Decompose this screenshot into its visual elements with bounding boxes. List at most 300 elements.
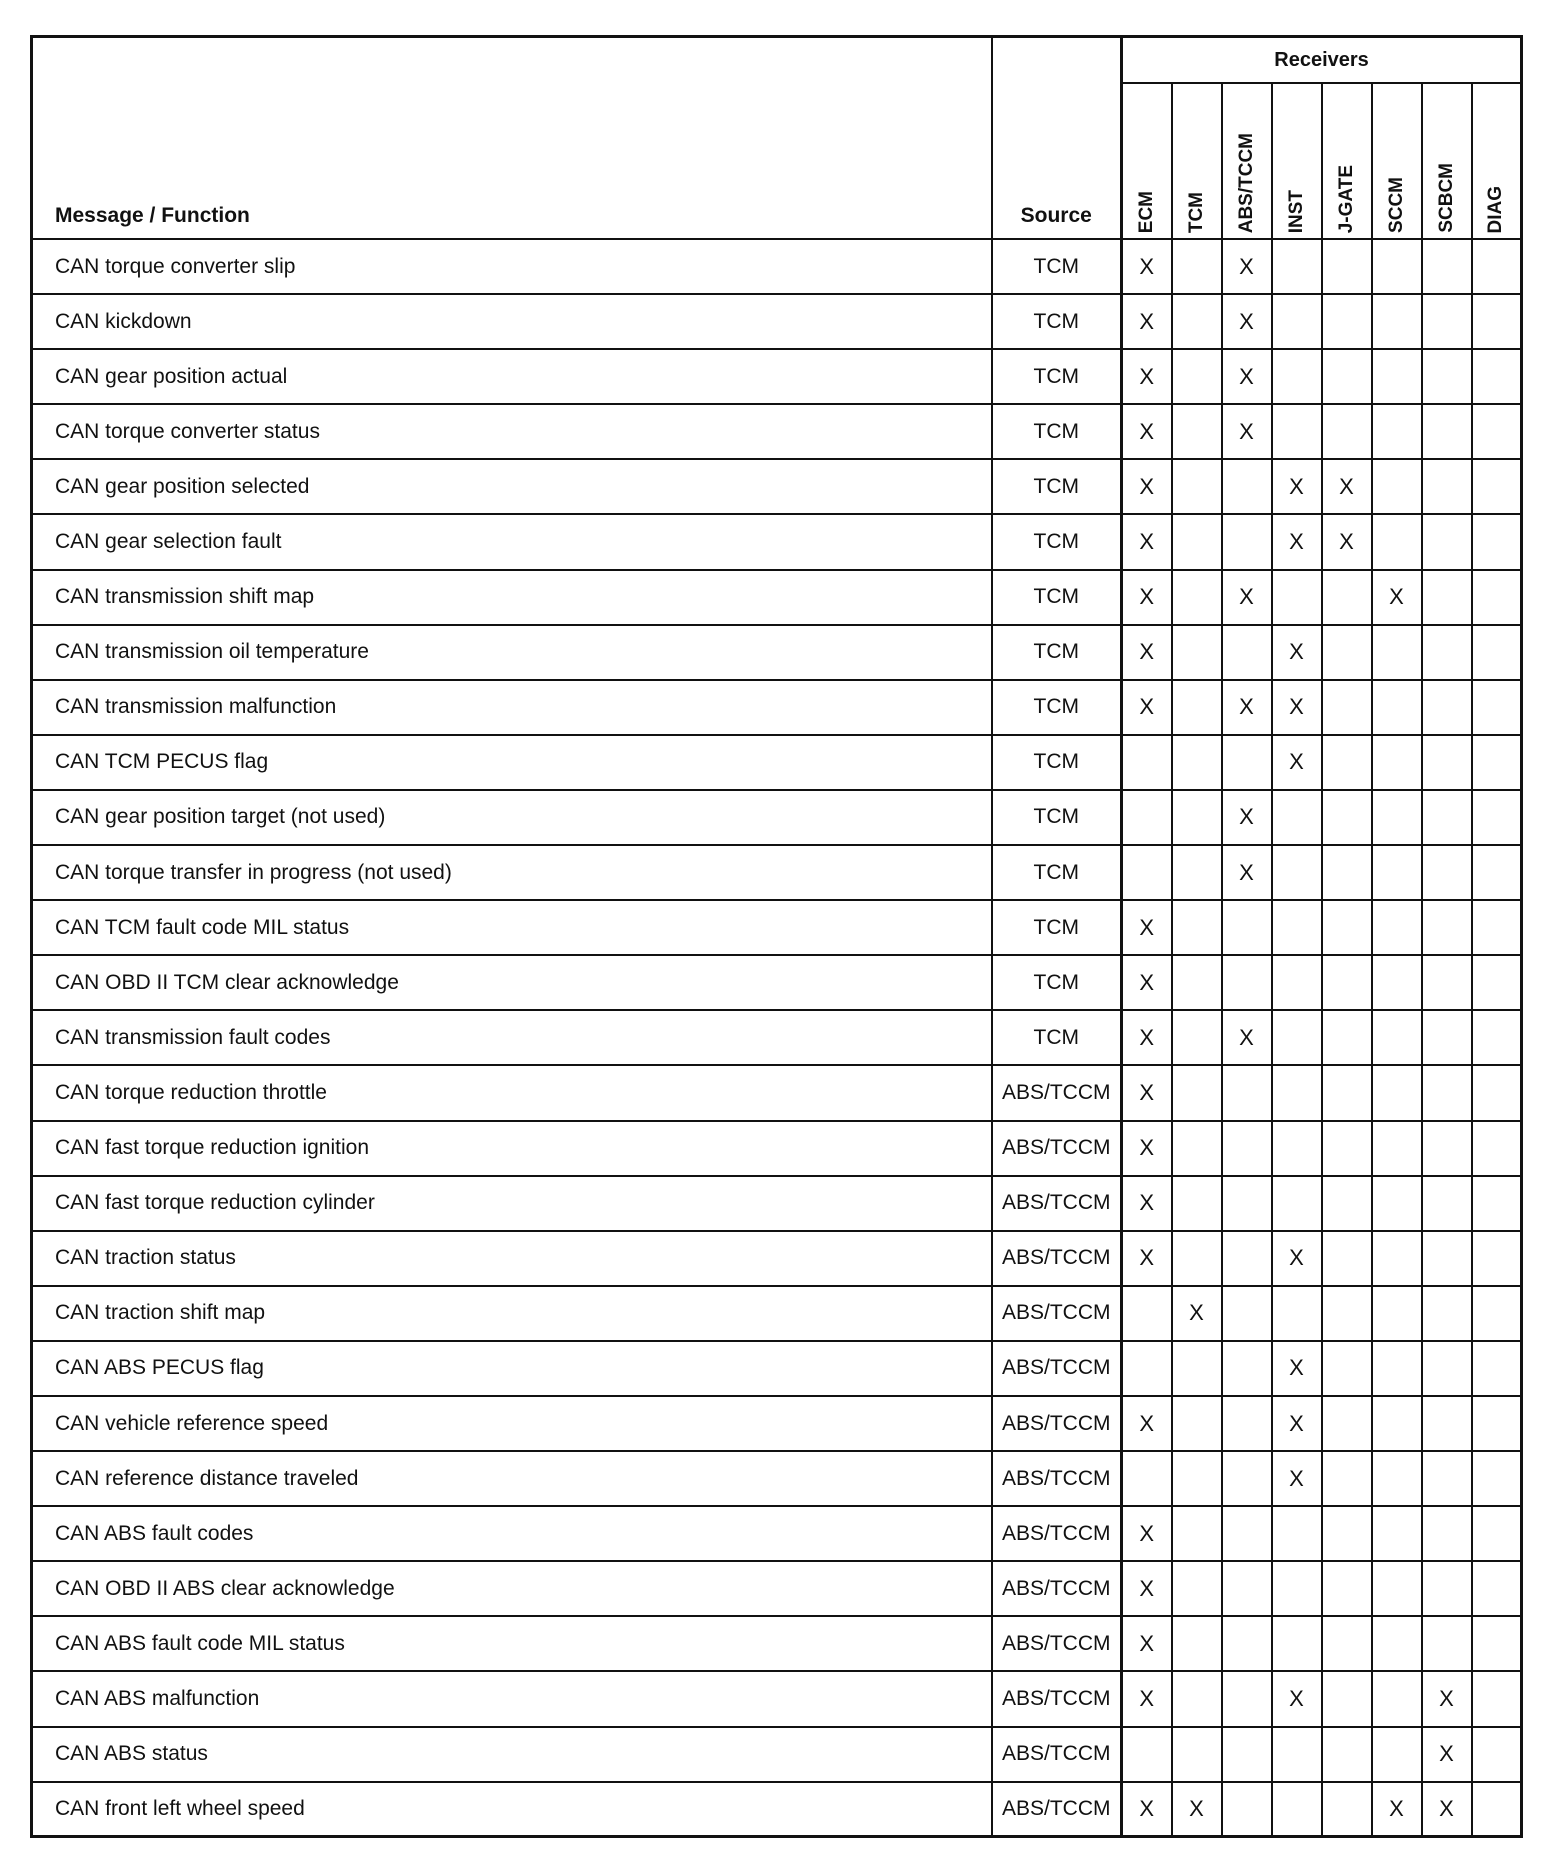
receiver-mark-cell: X xyxy=(1372,570,1422,625)
receiver-mark-cell xyxy=(1422,790,1472,845)
message-function-cell: CAN traction shift map xyxy=(32,1286,992,1341)
receiver-mark-cell: X xyxy=(1122,1782,1172,1837)
receiver-mark-cell xyxy=(1372,1616,1422,1671)
receiver-mark-cell: X xyxy=(1272,459,1322,514)
receiver-mark-cell xyxy=(1222,1451,1272,1506)
receiver-mark-cell xyxy=(1472,459,1522,514)
receiver-mark-cell xyxy=(1272,845,1322,900)
receiver-mark-cell xyxy=(1422,239,1472,294)
receiver-mark-cell xyxy=(1322,735,1372,790)
receiver-mark-cell xyxy=(1222,1671,1272,1726)
receiver-mark-cell xyxy=(1322,1065,1372,1120)
receiver-mark-cell xyxy=(1322,1121,1372,1176)
receiver-mark-cell xyxy=(1472,1616,1522,1671)
receiver-mark-cell: X xyxy=(1122,1616,1172,1671)
receiver-mark-cell xyxy=(1272,1121,1322,1176)
receiver-mark-cell xyxy=(1472,900,1522,955)
receiver-mark-cell: X xyxy=(1122,459,1172,514)
receiver-mark-cell: X xyxy=(1272,680,1322,735)
source-cell: TCM xyxy=(992,680,1122,735)
table-row xyxy=(32,1727,1522,1782)
receiver-mark-cell xyxy=(1372,1286,1422,1341)
receiver-mark-cell: X xyxy=(1222,239,1272,294)
table-row xyxy=(32,1121,1522,1176)
receiver-header-abs-tccm xyxy=(1222,83,1272,239)
table-row xyxy=(32,1176,1522,1231)
receiver-mark-cell xyxy=(1372,790,1422,845)
receiver-mark-cell xyxy=(1122,1341,1172,1396)
can-message-table xyxy=(30,35,1523,1838)
receiver-mark-cell xyxy=(1422,459,1472,514)
receiver-mark-cell xyxy=(1222,900,1272,955)
receiver-mark-cell xyxy=(1172,1616,1222,1671)
receiver-mark-cell xyxy=(1372,514,1422,569)
receiver-mark-cell xyxy=(1422,404,1472,459)
table-row xyxy=(32,514,1522,569)
receiver-mark-cell: X xyxy=(1122,955,1172,1010)
receiver-mark-cell xyxy=(1172,294,1222,349)
table-row xyxy=(32,1616,1522,1671)
message-function-cell: CAN traction status xyxy=(32,1231,992,1286)
receiver-mark-cell xyxy=(1222,1506,1272,1561)
receiver-mark-cell xyxy=(1372,1065,1422,1120)
table-row xyxy=(32,790,1522,845)
receiver-mark-cell xyxy=(1422,955,1472,1010)
receiver-mark-cell xyxy=(1272,1561,1322,1616)
receiver-mark-cell xyxy=(1322,1451,1372,1506)
message-function-cell: CAN ABS malfunction xyxy=(32,1671,992,1726)
receiver-mark-cell xyxy=(1222,459,1272,514)
receiver-mark-cell xyxy=(1172,625,1222,680)
receiver-mark-cell: X xyxy=(1222,404,1272,459)
receiver-mark-cell xyxy=(1322,1782,1372,1837)
receiver-mark-cell: X xyxy=(1272,625,1322,680)
receiver-mark-cell xyxy=(1322,900,1372,955)
receiver-mark-cell: X xyxy=(1122,680,1172,735)
receiver-mark-cell xyxy=(1272,570,1322,625)
receiver-mark-cell xyxy=(1372,1121,1422,1176)
message-function-cell: CAN ABS PECUS flag xyxy=(32,1341,992,1396)
receiver-mark-cell xyxy=(1472,790,1522,845)
receiver-mark-cell xyxy=(1272,1010,1322,1065)
receiver-mark-cell xyxy=(1272,1616,1322,1671)
receiver-mark-cell xyxy=(1322,1286,1372,1341)
receiver-mark-cell xyxy=(1372,1727,1422,1782)
message-function-cell: CAN gear position actual xyxy=(32,349,992,404)
receiver-mark-cell: X xyxy=(1272,1671,1322,1726)
receiver-mark-cell xyxy=(1222,1121,1272,1176)
table-row xyxy=(32,1286,1522,1341)
source-cell: TCM xyxy=(992,239,1122,294)
message-function-cell: CAN gear selection fault xyxy=(32,514,992,569)
receiver-mark-cell xyxy=(1272,239,1322,294)
receiver-mark-cell xyxy=(1372,1231,1422,1286)
receiver-mark-cell xyxy=(1322,404,1372,459)
receiver-mark-cell xyxy=(1272,955,1322,1010)
receiver-mark-cell xyxy=(1472,239,1522,294)
source-cell: TCM xyxy=(992,845,1122,900)
receiver-mark-cell xyxy=(1222,955,1272,1010)
receiver-mark-cell xyxy=(1172,1671,1222,1726)
table-row xyxy=(32,1010,1522,1065)
receiver-mark-cell xyxy=(1272,790,1322,845)
receiver-mark-cell xyxy=(1172,459,1222,514)
receivers-header: Receivers xyxy=(1122,37,1522,84)
receiver-mark-cell xyxy=(1372,625,1422,680)
receiver-header-scbcm xyxy=(1422,83,1472,239)
receiver-mark-cell xyxy=(1472,1231,1522,1286)
table-row xyxy=(32,294,1522,349)
receiver-mark-cell xyxy=(1472,955,1522,1010)
receiver-mark-cell xyxy=(1472,1341,1522,1396)
receiver-mark-cell xyxy=(1372,459,1422,514)
source-cell: ABS/TCCM xyxy=(992,1616,1122,1671)
message-function-cell: CAN transmission shift map xyxy=(32,570,992,625)
receiver-mark-cell: X xyxy=(1372,1782,1422,1837)
receiver-mark-cell xyxy=(1122,1727,1172,1782)
receiver-mark-cell xyxy=(1422,1506,1472,1561)
receiver-mark-cell xyxy=(1322,1396,1372,1451)
receiver-mark-cell xyxy=(1472,349,1522,404)
message-function-cell: CAN kickdown xyxy=(32,294,992,349)
source-cell: TCM xyxy=(992,294,1122,349)
table-row xyxy=(32,404,1522,459)
table-row xyxy=(32,845,1522,900)
receiver-mark-cell xyxy=(1422,625,1472,680)
table-row xyxy=(32,1671,1522,1726)
source-header: Source xyxy=(992,37,1122,240)
receiver-mark-cell xyxy=(1222,1782,1272,1837)
receiver-mark-cell xyxy=(1172,1451,1222,1506)
receiver-mark-cell: X xyxy=(1272,1396,1322,1451)
receiver-mark-cell xyxy=(1222,1176,1272,1231)
receiver-mark-cell: X xyxy=(1272,735,1322,790)
receiver-mark-cell xyxy=(1422,1286,1472,1341)
receiver-mark-cell xyxy=(1322,1506,1372,1561)
table-row xyxy=(32,735,1522,790)
receiver-mark-cell: X xyxy=(1122,1671,1172,1726)
receiver-mark-cell xyxy=(1322,1671,1372,1726)
receiver-mark-cell: X xyxy=(1122,404,1172,459)
source-cell: ABS/TCCM xyxy=(992,1671,1122,1726)
source-cell: ABS/TCCM xyxy=(992,1286,1122,1341)
receiver-mark-cell xyxy=(1372,349,1422,404)
receiver-mark-cell xyxy=(1322,1616,1372,1671)
receiver-mark-cell xyxy=(1372,1671,1422,1726)
receiver-mark-cell: X xyxy=(1172,1286,1222,1341)
receiver-mark-cell: X xyxy=(1122,239,1172,294)
receiver-label: DIAG xyxy=(1485,185,1507,233)
receiver-mark-cell xyxy=(1372,1561,1422,1616)
message-function-cell: CAN ABS status xyxy=(32,1727,992,1782)
source-cell: ABS/TCCM xyxy=(992,1506,1122,1561)
receiver-mark-cell: X xyxy=(1122,1121,1172,1176)
table-row xyxy=(32,1396,1522,1451)
receiver-mark-cell xyxy=(1422,1341,1472,1396)
receiver-mark-cell xyxy=(1322,1727,1372,1782)
receiver-mark-cell: X xyxy=(1122,349,1172,404)
receiver-mark-cell xyxy=(1422,1616,1472,1671)
receiver-mark-cell xyxy=(1272,404,1322,459)
receiver-mark-cell xyxy=(1472,1121,1522,1176)
receiver-mark-cell xyxy=(1372,900,1422,955)
receiver-mark-cell: X xyxy=(1222,680,1272,735)
receiver-mark-cell xyxy=(1172,1010,1222,1065)
table-row xyxy=(32,349,1522,404)
receiver-mark-cell xyxy=(1422,1176,1472,1231)
receiver-header-diag xyxy=(1472,83,1522,239)
receiver-mark-cell xyxy=(1122,1451,1172,1506)
receiver-mark-cell: X xyxy=(1272,1451,1322,1506)
message-function-cell: CAN front left wheel speed xyxy=(32,1782,992,1837)
receiver-mark-cell: X xyxy=(1122,294,1172,349)
receiver-mark-cell xyxy=(1222,1286,1272,1341)
receiver-mark-cell: X xyxy=(1172,1782,1222,1837)
source-cell: TCM xyxy=(992,404,1122,459)
receiver-mark-cell xyxy=(1322,790,1372,845)
receiver-mark-cell xyxy=(1372,294,1422,349)
receiver-mark-cell xyxy=(1422,680,1472,735)
can-message-table-sheet xyxy=(30,35,1520,1847)
table-row xyxy=(32,900,1522,955)
message-function-cell: CAN transmission oil temperature xyxy=(32,625,992,680)
receiver-mark-cell xyxy=(1472,1506,1522,1561)
source-cell: ABS/TCCM xyxy=(992,1396,1122,1451)
receiver-mark-cell xyxy=(1172,1396,1222,1451)
receiver-mark-cell xyxy=(1472,1671,1522,1726)
receiver-mark-cell xyxy=(1422,900,1472,955)
receiver-mark-cell xyxy=(1372,1506,1422,1561)
receiver-mark-cell: X xyxy=(1222,294,1272,349)
source-cell: TCM xyxy=(992,955,1122,1010)
source-cell: TCM xyxy=(992,900,1122,955)
source-cell: TCM xyxy=(992,459,1122,514)
receiver-mark-cell xyxy=(1172,790,1222,845)
receiver-mark-cell xyxy=(1472,680,1522,735)
receiver-mark-cell xyxy=(1222,1561,1272,1616)
receiver-mark-cell xyxy=(1172,1231,1222,1286)
receiver-mark-cell xyxy=(1472,1176,1522,1231)
receiver-mark-cell xyxy=(1372,955,1422,1010)
source-cell: TCM xyxy=(992,570,1122,625)
receiver-label: J-GATE xyxy=(1335,164,1357,233)
receiver-mark-cell xyxy=(1372,1176,1422,1231)
receiver-mark-cell xyxy=(1172,680,1222,735)
receiver-label: SCCM xyxy=(1385,177,1407,233)
source-cell: TCM xyxy=(992,790,1122,845)
receiver-mark-cell: X xyxy=(1322,459,1372,514)
table-row xyxy=(32,625,1522,680)
receiver-mark-cell xyxy=(1422,1396,1472,1451)
source-cell: TCM xyxy=(992,514,1122,569)
receiver-mark-cell xyxy=(1172,1506,1222,1561)
receiver-mark-cell xyxy=(1472,845,1522,900)
receiver-mark-cell: X xyxy=(1122,1176,1172,1231)
receiver-mark-cell xyxy=(1172,845,1222,900)
receiver-mark-cell xyxy=(1422,845,1472,900)
receiver-header-inst xyxy=(1272,83,1322,239)
receiver-mark-cell xyxy=(1322,239,1372,294)
table-row xyxy=(32,1782,1522,1837)
receiver-mark-cell: X xyxy=(1272,514,1322,569)
table-row xyxy=(32,680,1522,735)
receiver-mark-cell xyxy=(1222,514,1272,569)
table-row xyxy=(32,955,1522,1010)
receiver-mark-cell xyxy=(1422,1065,1472,1120)
source-cell: ABS/TCCM xyxy=(992,1782,1122,1837)
source-cell: ABS/TCCM xyxy=(992,1341,1122,1396)
receiver-mark-cell xyxy=(1322,570,1372,625)
receiver-mark-cell xyxy=(1172,955,1222,1010)
message-function-cell: CAN TCM PECUS flag xyxy=(32,735,992,790)
message-function-cell: CAN reference distance traveled xyxy=(32,1451,992,1506)
receiver-mark-cell xyxy=(1472,1451,1522,1506)
receiver-mark-cell xyxy=(1472,1727,1522,1782)
receiver-header-sccm xyxy=(1372,83,1422,239)
table-row xyxy=(32,459,1522,514)
table-row xyxy=(32,1506,1522,1561)
message-function-cell: CAN torque converter status xyxy=(32,404,992,459)
receiver-mark-cell xyxy=(1172,514,1222,569)
receiver-mark-cell xyxy=(1272,900,1322,955)
receiver-mark-cell xyxy=(1172,735,1222,790)
message-function-cell: CAN ABS fault codes xyxy=(32,1506,992,1561)
message-function-cell: CAN OBD II TCM clear acknowledge xyxy=(32,955,992,1010)
receiver-mark-cell xyxy=(1372,1451,1422,1506)
receiver-mark-cell xyxy=(1322,1561,1372,1616)
receiver-mark-cell xyxy=(1172,1121,1222,1176)
receiver-header-j-gate xyxy=(1322,83,1372,239)
receiver-mark-cell: X xyxy=(1422,1671,1472,1726)
source-cell: TCM xyxy=(992,349,1122,404)
receiver-mark-cell xyxy=(1422,1010,1472,1065)
receiver-mark-cell: X xyxy=(1122,1065,1172,1120)
message-function-cell: CAN torque converter slip xyxy=(32,239,992,294)
receiver-mark-cell xyxy=(1472,1396,1522,1451)
message-function-cell: CAN torque reduction throttle xyxy=(32,1065,992,1120)
receiver-mark-cell: X xyxy=(1222,1010,1272,1065)
message-function-cell: CAN vehicle reference speed xyxy=(32,1396,992,1451)
receiver-mark-cell xyxy=(1222,735,1272,790)
receiver-mark-cell xyxy=(1372,239,1422,294)
receiver-mark-cell xyxy=(1422,1561,1472,1616)
receiver-mark-cell xyxy=(1472,1010,1522,1065)
receiver-mark-cell xyxy=(1422,735,1472,790)
receiver-mark-cell xyxy=(1472,735,1522,790)
receiver-mark-cell xyxy=(1322,680,1372,735)
receiver-mark-cell xyxy=(1472,570,1522,625)
receiver-mark-cell xyxy=(1472,404,1522,459)
receiver-mark-cell xyxy=(1172,1176,1222,1231)
receiver-mark-cell xyxy=(1322,1231,1372,1286)
message-function-cell: CAN transmission malfunction xyxy=(32,680,992,735)
message-function-header: Message / Function xyxy=(32,37,992,240)
receiver-mark-cell xyxy=(1272,349,1322,404)
receiver-mark-cell xyxy=(1222,1396,1272,1451)
receiver-mark-cell xyxy=(1422,1121,1472,1176)
receiver-label: SCBCM xyxy=(1435,163,1457,233)
receiver-mark-cell: X xyxy=(1222,570,1272,625)
receiver-mark-cell xyxy=(1322,294,1372,349)
receiver-mark-cell xyxy=(1372,735,1422,790)
receiver-mark-cell xyxy=(1372,404,1422,459)
message-function-cell: CAN gear position target (not used) xyxy=(32,790,992,845)
receiver-mark-cell xyxy=(1272,294,1322,349)
receiver-mark-cell xyxy=(1422,514,1472,569)
receiver-mark-cell: X xyxy=(1272,1341,1322,1396)
receiver-mark-cell: X xyxy=(1122,625,1172,680)
source-cell: TCM xyxy=(992,1010,1122,1065)
receiver-mark-cell: X xyxy=(1122,1010,1172,1065)
message-function-cell: CAN transmission fault codes xyxy=(32,1010,992,1065)
receiver-mark-cell xyxy=(1172,1341,1222,1396)
receiver-mark-cell xyxy=(1272,1782,1322,1837)
receiver-mark-cell: X xyxy=(1122,1561,1172,1616)
receiver-mark-cell xyxy=(1372,1341,1422,1396)
source-cell: ABS/TCCM xyxy=(992,1451,1122,1506)
message-function-cell: CAN fast torque reduction cylinder xyxy=(32,1176,992,1231)
receiver-mark-cell xyxy=(1472,625,1522,680)
receiver-mark-cell xyxy=(1322,845,1372,900)
receiver-mark-cell: X xyxy=(1122,1396,1172,1451)
receiver-mark-cell xyxy=(1122,1286,1172,1341)
receiver-mark-cell xyxy=(1472,1065,1522,1120)
message-function-cell: CAN fast torque reduction ignition xyxy=(32,1121,992,1176)
receiver-mark-cell xyxy=(1322,1176,1372,1231)
table-row xyxy=(32,1065,1522,1120)
message-function-cell: CAN TCM fault code MIL status xyxy=(32,900,992,955)
receiver-mark-cell xyxy=(1122,735,1172,790)
source-cell: ABS/TCCM xyxy=(992,1121,1122,1176)
source-cell: TCM xyxy=(992,735,1122,790)
receiver-mark-cell xyxy=(1222,1231,1272,1286)
receiver-mark-cell xyxy=(1422,349,1472,404)
receiver-mark-cell: X xyxy=(1422,1782,1472,1837)
receiver-mark-cell: X xyxy=(1122,900,1172,955)
receiver-mark-cell xyxy=(1222,625,1272,680)
receiver-mark-cell xyxy=(1172,1561,1222,1616)
source-cell: ABS/TCCM xyxy=(992,1065,1122,1120)
receiver-mark-cell: X xyxy=(1122,1231,1172,1286)
receiver-mark-cell: X xyxy=(1322,514,1372,569)
receiver-mark-cell xyxy=(1472,514,1522,569)
receiver-mark-cell xyxy=(1422,1451,1472,1506)
message-function-cell: CAN gear position selected xyxy=(32,459,992,514)
receiver-mark-cell xyxy=(1272,1506,1322,1561)
receiver-mark-cell xyxy=(1322,1341,1372,1396)
receiver-mark-cell xyxy=(1272,1065,1322,1120)
receiver-mark-cell: X xyxy=(1122,1506,1172,1561)
receiver-mark-cell xyxy=(1372,1396,1422,1451)
receiver-mark-cell xyxy=(1472,1286,1522,1341)
table-row xyxy=(32,1451,1522,1506)
receiver-mark-cell xyxy=(1172,900,1222,955)
receiver-mark-cell xyxy=(1422,1231,1472,1286)
receiver-mark-cell xyxy=(1322,1010,1372,1065)
receiver-mark-cell: X xyxy=(1222,349,1272,404)
table-row xyxy=(32,1341,1522,1396)
receiver-mark-cell xyxy=(1472,1561,1522,1616)
receiver-mark-cell xyxy=(1122,845,1172,900)
receiver-mark-cell xyxy=(1222,1341,1272,1396)
receiver-mark-cell xyxy=(1472,1782,1522,1837)
receiver-mark-cell xyxy=(1122,790,1172,845)
source-cell: TCM xyxy=(992,625,1122,680)
receiver-label: ABS/TCCM xyxy=(1235,132,1257,233)
receiver-mark-cell xyxy=(1172,349,1222,404)
message-function-cell: CAN torque transfer in progress (not used) xyxy=(32,845,992,900)
receiver-mark-cell xyxy=(1322,349,1372,404)
